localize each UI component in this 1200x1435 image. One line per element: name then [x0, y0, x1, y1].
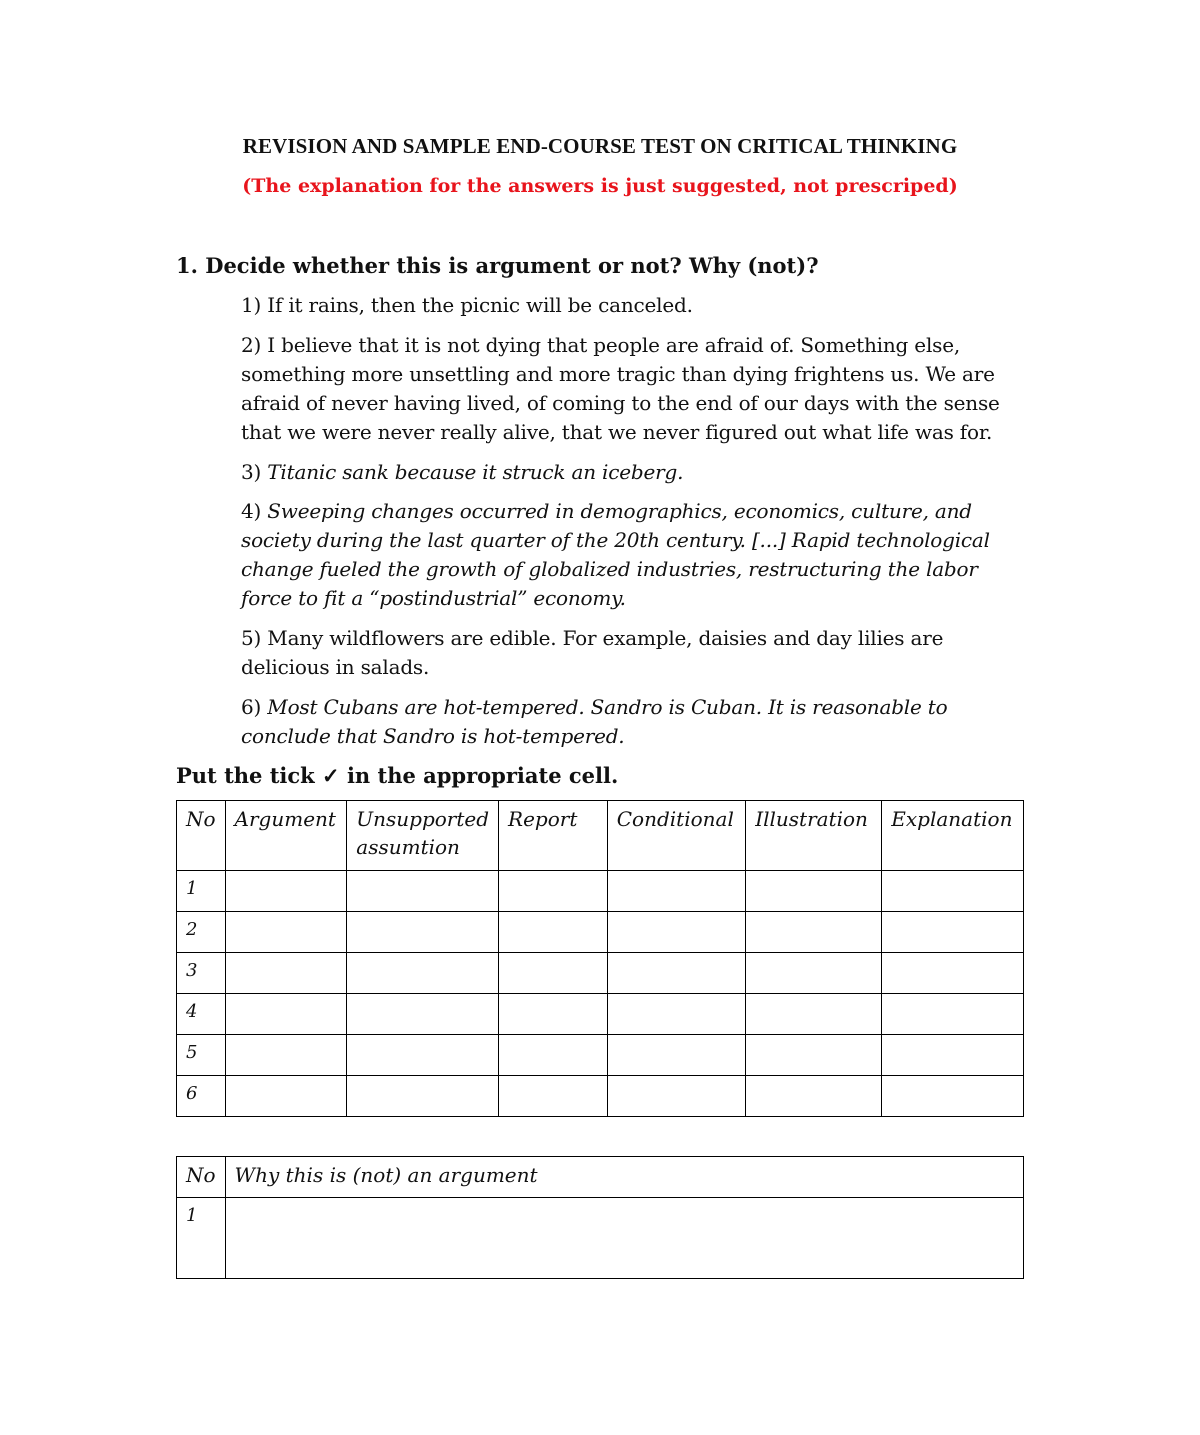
cell-conditional[interactable]: [607, 953, 745, 994]
cell-report[interactable]: [499, 994, 608, 1035]
question-item-5: 5) Many wildflowers are edible. For example, daisies and day lilies are delicious in salads.: [241, 626, 944, 679]
row-number: 4: [177, 994, 226, 1035]
cell-illustration[interactable]: [746, 871, 882, 912]
answer-table: [176, 800, 1024, 1117]
table-row: [177, 994, 1024, 1035]
cell-report[interactable]: [499, 1076, 608, 1117]
header-no: No: [177, 1157, 226, 1198]
row-number: 1: [177, 871, 226, 912]
cell-illustration[interactable]: [746, 1035, 882, 1076]
cell-argument[interactable]: [225, 1035, 347, 1076]
cell-argument[interactable]: [225, 1076, 347, 1117]
cell-unsupported-assumtion[interactable]: [347, 1035, 499, 1076]
cell-illustration[interactable]: [746, 953, 882, 994]
cell-illustration[interactable]: [746, 994, 882, 1035]
cell-unsupported-assumtion[interactable]: [347, 871, 499, 912]
cell-conditional[interactable]: [607, 994, 745, 1035]
header-no: No: [177, 801, 226, 871]
table-row: [177, 912, 1024, 953]
cell-explanation[interactable]: [882, 994, 1024, 1035]
row-number: 3: [177, 953, 226, 994]
document-subtitle: (The explanation for the answers is just suggested, not prescriped): [242, 175, 958, 197]
header-argument: Argument: [225, 801, 347, 871]
document-title: REVISION AND SAMPLE END-COURSE TEST ON CRITICAL THINKING: [242, 134, 958, 158]
table-row: [177, 953, 1024, 994]
cell-unsupported-assumtion[interactable]: [347, 912, 499, 953]
cell-unsupported-assumtion[interactable]: [347, 1076, 499, 1117]
cell-unsupported-assumtion[interactable]: [347, 994, 499, 1035]
table-row: [177, 1035, 1024, 1076]
row-number: 1: [177, 1198, 226, 1279]
question-item-2: 2) I believe that it is not dying that people are afraid of. Something else, something more unsettling and more tragic than dying frightens us. We are afraid of never having lived, of coming to the end of our days with the sense that we were never really alive, that we never figured out what life was for.: [241, 333, 1000, 444]
answer-table-header: [177, 801, 1024, 871]
cell-explanation[interactable]: [882, 1035, 1024, 1076]
cell-explanation[interactable]: [882, 871, 1024, 912]
header-report: Report: [499, 801, 608, 871]
row-number: 5: [177, 1035, 226, 1076]
table-row: [177, 1198, 1024, 1279]
cell-unsupported-assumtion[interactable]: [347, 953, 499, 994]
header-illustration: Illustration: [746, 801, 882, 871]
cell-illustration[interactable]: [746, 1076, 882, 1117]
cell-argument[interactable]: [225, 994, 347, 1035]
header-explanation: Explanation: [882, 801, 1024, 871]
table-row: [177, 1076, 1024, 1117]
header-why: Why this is (not) an argument: [225, 1157, 1023, 1198]
cell-conditional[interactable]: [607, 912, 745, 953]
explanation-table-header: [177, 1157, 1024, 1198]
cell-explanation[interactable]: [882, 912, 1024, 953]
question-heading: 1. Decide whether this is argument or not? Why (not)?: [176, 253, 819, 278]
cell-argument[interactable]: [225, 912, 347, 953]
cell-conditional[interactable]: [607, 871, 745, 912]
table-row: [177, 871, 1024, 912]
cell-argument[interactable]: [225, 953, 347, 994]
instruction: Put the tick ✓ in the appropriate cell.: [176, 763, 619, 788]
cell-why[interactable]: [225, 1198, 1023, 1279]
cell-conditional[interactable]: [607, 1035, 745, 1076]
explanation-table: [176, 1156, 1024, 1279]
question-item-1: 1) If it rains, then the picnic will be canceled.: [241, 293, 693, 317]
cell-report[interactable]: [499, 912, 608, 953]
cell-explanation[interactable]: [882, 1076, 1024, 1117]
cell-report[interactable]: [499, 953, 608, 994]
question-item-6: 6) Most Cubans are hot-tempered. Sandro is Cuban. It is reasonable to conclude that Sandro is hot-tempered.: [241, 695, 948, 748]
row-number: 6: [177, 1076, 226, 1117]
cell-illustration[interactable]: [746, 912, 882, 953]
row-number: 2: [177, 912, 226, 953]
cell-report[interactable]: [499, 871, 608, 912]
cell-argument[interactable]: [225, 871, 347, 912]
header-unsupported-assumtion: Unsupported assumtion: [347, 801, 499, 871]
question-item-3: 3) Titanic sank because it struck an iceberg.: [241, 460, 684, 484]
question-item-4: 4) Sweeping changes occurred in demographics, economics, culture, and society during the last quarter of the 20th century. [...] Rapid technological change fueled the growth of globalized industries, restructuring the labor force to fit a “postindustrial” economy.: [241, 499, 990, 610]
header-conditional: Conditional: [607, 801, 745, 871]
cell-explanation[interactable]: [882, 953, 1024, 994]
cell-report[interactable]: [499, 1035, 608, 1076]
cell-conditional[interactable]: [607, 1076, 745, 1117]
